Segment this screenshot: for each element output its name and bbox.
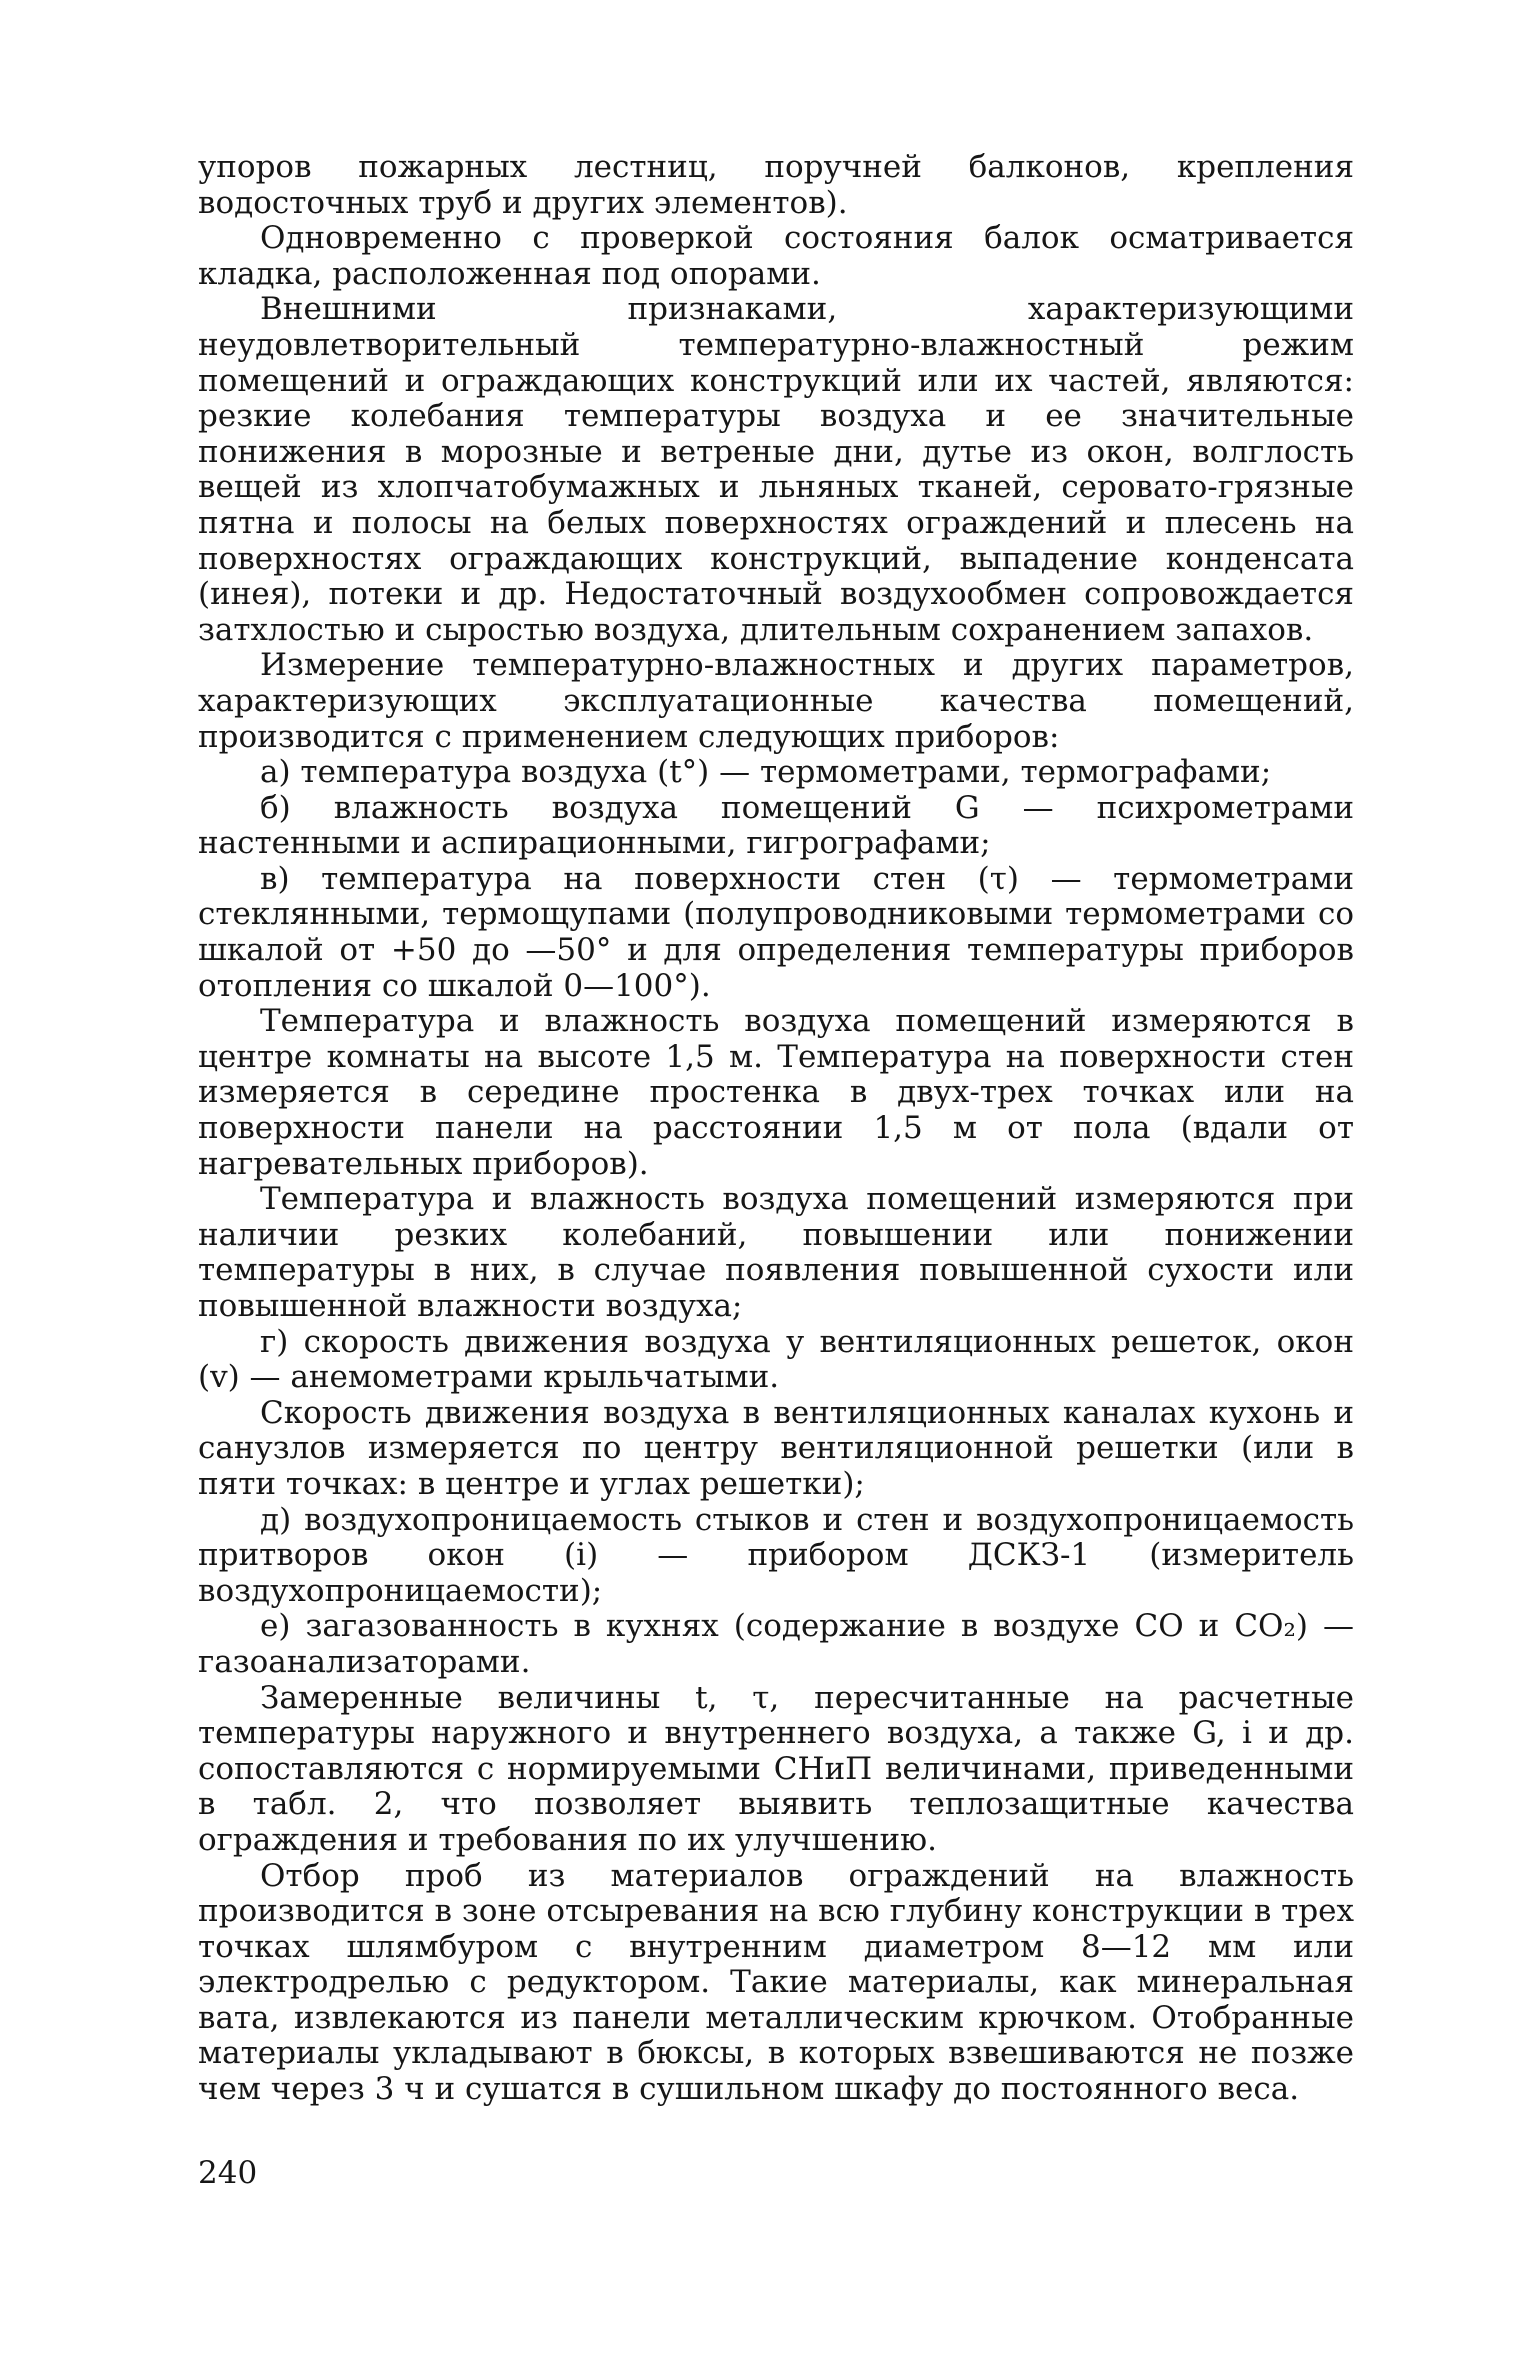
paragraph-external-signs: Внешними признаками, характеризующими неудовлетворительный температурно-влажностный режим помещений и ограждающих конструкций или их частей, являются: резкие колебания температуры воздуха и ее значительные понижения в морозные и ветреные дни, дутье из окон, волглость вещей из хлопчатобумажных и льняных тканей, серовато-грязные пятна и полосы на белых поверхностях ограждений и плесень на поверхностях ограждающих конструкций, выпадение конденсата (инея), потеки и др. Недостаточный воздухообмен сопровождается затхлостью и сыростью воздуха, длительным сохранением запахов. [198,291,1354,648]
paragraph-measured-values: Замеренные величины t, τ, пересчитанные на расчетные температуры наружного и внутреннего воздуха, а также G, i и др. сопоставляются с нормируемыми СНиП величинами, приведенными в табл. 2, что позволяет выявить теплозащитные качества ограждения и требования по их улучшению. [198,1679,1354,1858]
paragraph-masonry-inspection: Одновременно с проверкой состояния балок осматривается кладка, расположенная под опорами. [198,220,1354,292]
list-item-g: г) скорость движения воздуха у вентиляционных решеток, окон (v) — анемометрами крыльчатыми. [198,1323,1354,1396]
page-number: 240 [198,2155,258,2191]
list-item-a: а) температура воздуха (t°) — термометрами, термографами; [260,754,1272,791]
paragraph-measurement-location: Температура и влажность воздуха помещений измеряются в центре комнаты на высоте 1,5 м. Температура на поверхности стен измеряется в середине простенка в двух-трех точках или на поверхности панели на расстоянии 1,5 м от пола (вдали от нагревательных приборов). [198,1003,1354,1182]
list-item-v: в) температура на поверхности стен (τ) — термометрами стеклянными, термощупами (полупроводниковыми термометрами со шкалой от +50 до —50° и для определения температуры приборов отопления со шкалой 0—100°). [198,860,1354,1004]
paragraph-sampling: Отбор проб из материалов ограждений на влажность производится в зоне отсыревания на всю глубину конструкции в трех точках шлямбуром с внутренним диаметром 8—12 мм или электродрелью с редуктором. Такие материалы, как минеральная вата, извлекаются из панели металлическим крючком. Отобранные материалы укладывают в бюксы, в которых взвешиваются не позже чем через 3 ч и сушатся в сушильном шкафу до постоянного веса. [198,1857,1354,2108]
paragraph-measurement-conditions: Температура и влажность воздуха помещений измеряются при наличии резких колебаний, повышении или понижении температуры в них, в случае появления повышенной сухости или повышенной влажности воздуха; [198,1181,1354,1324]
paragraph-measurement-intro: Измерение температурно-влажностных и других параметров, характеризующих эксплуатационные качества помещений, производится с применением следующих приборов: [198,647,1354,755]
paragraph-continuation: упоров пожарных лестниц, поручней балконов, крепления водосточных труб и других элементов). [198,149,1354,221]
list-item-b: б) влажность воздуха помещений G — психрометрами настенными и аспирационными, гигрографами; [198,789,1354,862]
list-item-d: д) воздухопроницаемость стыков и стен и воздухопроницаемость притворов окон (i) — прибором ДСКЗ-1 (измеритель воздухопроницаемости); [198,1501,1354,1609]
list-item-e: е) загазованность в кухнях (содержание в воздухе CO и CO₂) — газоанализаторами. [198,1608,1354,1680]
page-body [198,150,1354,2108]
paragraph-air-speed: Скорость движения воздуха в вентиляционных каналах кухонь и санузлов измеряется по центру вентиляционной решетки (или в пяти точках: в центре и углах решетки); [198,1394,1354,1502]
